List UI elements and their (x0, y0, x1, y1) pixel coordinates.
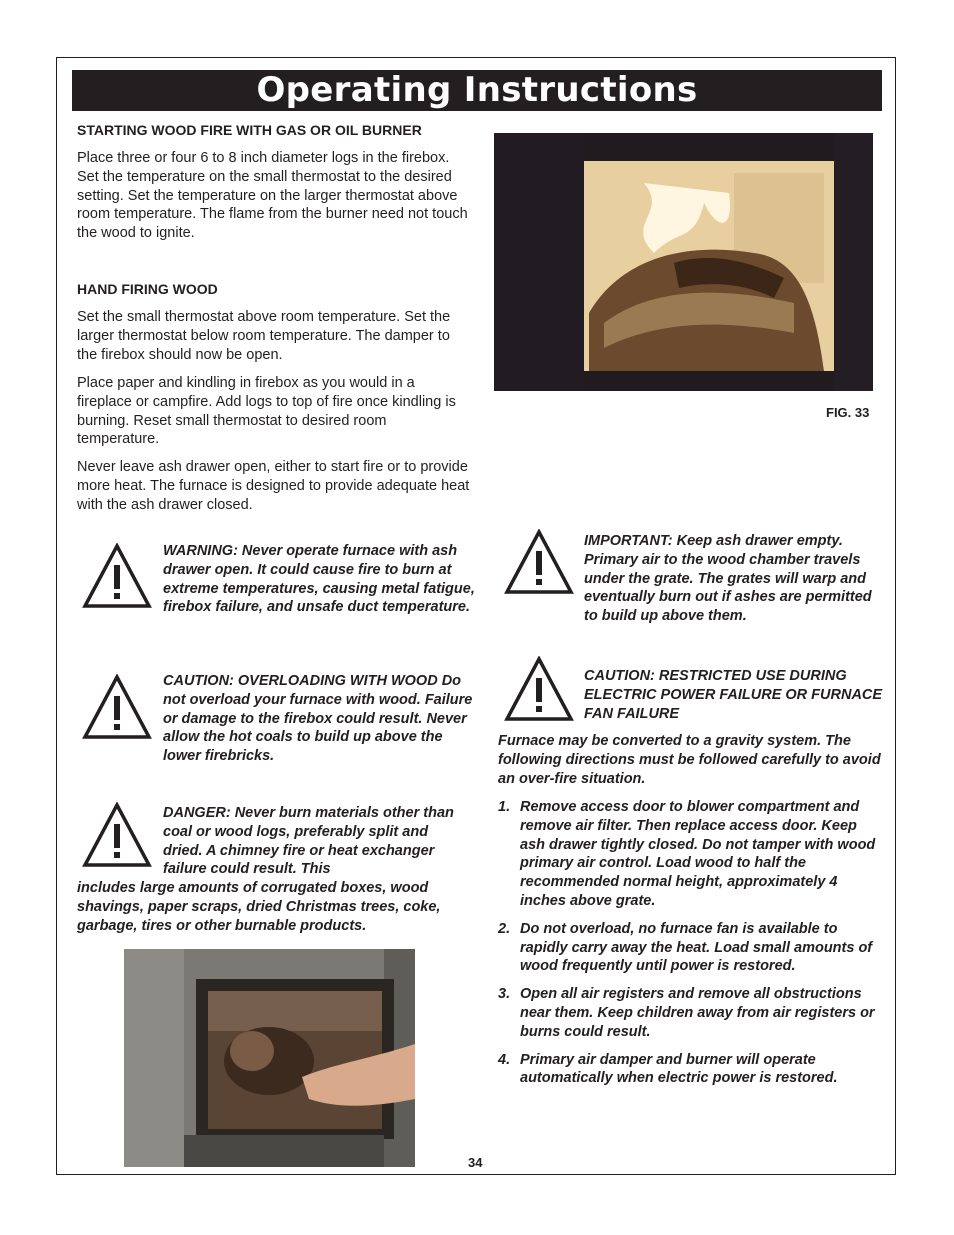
hand-firing-paragraph-3: Never leave ash drawer open, either to start fire or to provide more heat. The furnace is designed to provide adequate heat with the ash drawer closed. (77, 459, 470, 513)
loading-wood-photo (124, 949, 415, 1167)
list-item: 3. Open all air registers and remove all obstructions near them. Keep children away from air registers or burns could result. (498, 986, 875, 1040)
caution-overloading-notice (163, 672, 475, 766)
gravity-steps-list (498, 798, 880, 1097)
danger-notice-continued (77, 879, 472, 935)
warning-triangle-icon (504, 656, 574, 722)
caution-power-text: CAUTION: RESTRICTED USE DURING ELECTRIC POWER FAILURE OR FURNACE FAN FAILURE (584, 668, 883, 722)
list-item: 4. Primary air damper and burner will operate automatically when electric power is restored. (498, 1051, 838, 1087)
warning-triangle-icon (82, 802, 152, 868)
hand-firing-paragraph-2: Place paper and kindling in firebox as you would in a fireplace or campfire. Add logs to top of fire once kindling is burning. Reset small thermostat to desired room temperature. (77, 375, 456, 448)
danger-text-intro: DANGER: Never burn materials other than coal or wood logs, preferably split and dried. A chimney fire or heat exchanger failure could result. This (163, 805, 454, 878)
warning-triangle-icon (82, 674, 152, 740)
caution-overloading-text: CAUTION: OVERLOADING WITH WOOD Do not overload your furnace with wood. Failure or damage to the firebox could result. Never allow the hot coals to build up above the lower firebricks. (163, 673, 473, 765)
important-notice (584, 532, 884, 626)
danger-text-rest: includes large amounts of corrugated boxes, wood shavings, paper scraps, dried Christmas trees, coke, garbage, tires or other burnable products. (77, 880, 441, 934)
page-number: 34 (468, 1155, 483, 1170)
figure-caption: FIG. 33 (826, 405, 870, 420)
firebox-fire-photo (494, 133, 873, 391)
warning-text: WARNING: Never operate furnace with ash drawer open. It could cause fire to burn at extreme temperatures, causing metal fatigue, firebox failure, and unsafe duct temperature. (163, 543, 475, 616)
section-heading-gas-oil: STARTING WOOD FIRE WITH GAS OR OIL BURNER (77, 122, 422, 138)
warning-triangle-icon (82, 543, 152, 609)
danger-notice (163, 804, 468, 879)
title-bar (72, 70, 882, 111)
section-heading-hand-firing: HAND FIRING WOOD (77, 281, 218, 297)
page-title: Operating Instructions (256, 70, 698, 110)
section-text-gas-oil: Place three or four 6 to 8 inch diameter logs in the firebox. Set the temperature on the small thermostat to the desired setting. Set the temperature on the larger thermostat above room temperature. The flame from the burner need not touch the wood to ignite. (77, 150, 468, 242)
gravity-intro-text: Furnace may be converted to a gravity system. The following directions must be followed carefully to avoid an over-fire situation. (498, 733, 881, 787)
important-text: IMPORTANT: Keep ash drawer empty. Primary air to the wood chamber travels under the grate. The grates will warp and eventually burn out if ashes are permitted to build up above them. (584, 533, 872, 625)
caution-power-notice (584, 667, 884, 723)
gravity-intro (498, 732, 886, 788)
warning-triangle-icon (504, 529, 574, 595)
list-item: 1. Remove access door to blower compartment and remove air filter. Then replace access door. Keep ash drawer tightly closed. Do not tamper with wood primary air control. Load wood to half the recommended normal height, approximately 4 inches above grate. (498, 799, 876, 909)
list-item: 2. Do not overload, no furnace fan is available to rapidly carry away the heat. Load small amounts of wood frequently until power is restored. (498, 920, 873, 975)
warning-notice (163, 542, 475, 617)
hand-firing-paragraph-1: Set the small thermostat above room temperature. Set the larger thermostat below room temperature. The damper to the firebox should now be open. (77, 309, 451, 363)
